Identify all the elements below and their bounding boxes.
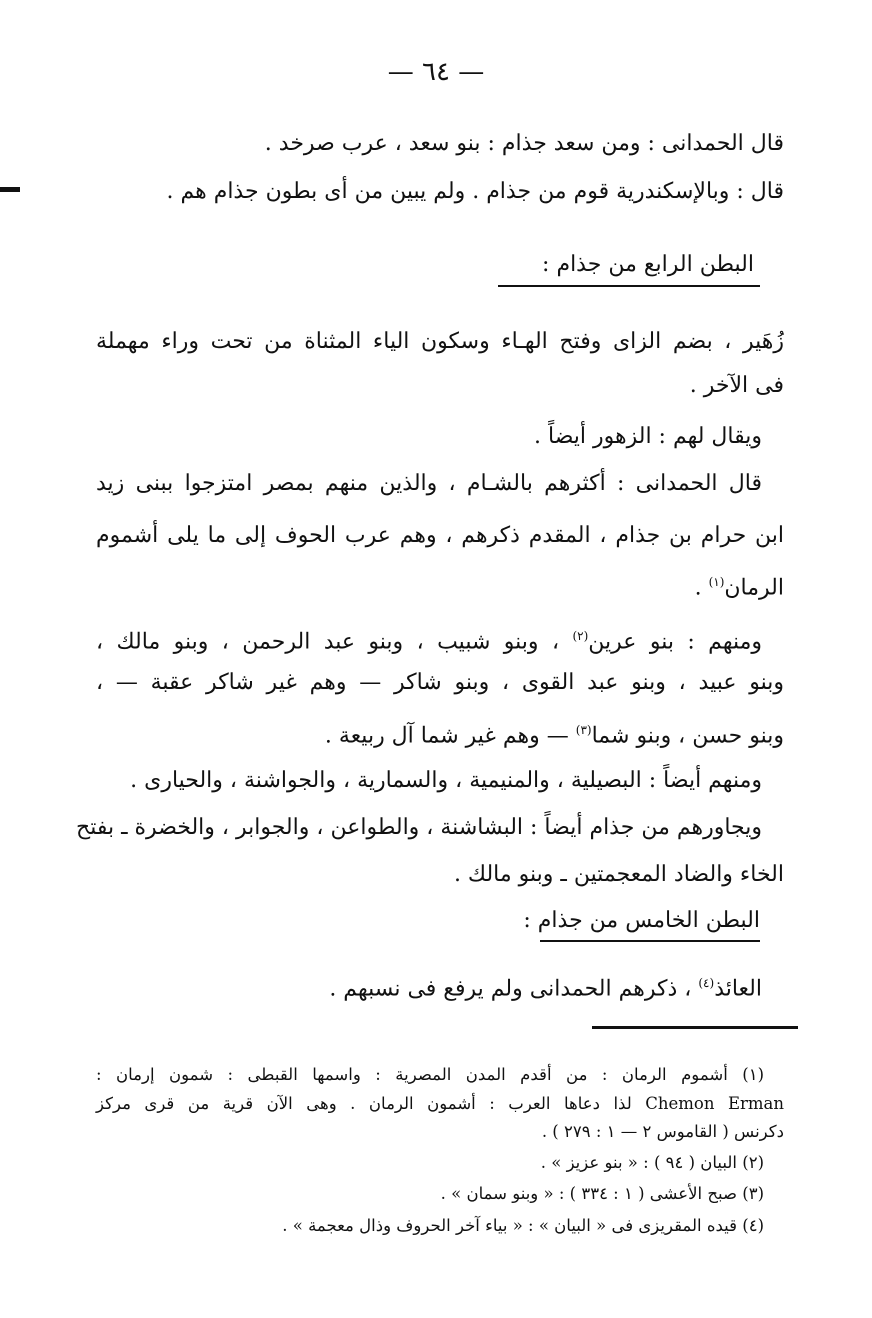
- footnote-ref-3: (٣): [575, 723, 592, 737]
- tribes-line: ومنهم أيضاً : البصيلية ، والمنيمية ، والسمارية ، والجواشنة ، والحيارى .: [130, 768, 762, 793]
- scan-edge-mark: [0, 187, 20, 192]
- footnote-2: (٢) البيان ( ٩٤ ) : « بنو عزيز » .: [540, 1153, 764, 1172]
- section-5-heading-underline: [540, 940, 760, 942]
- intro-line-1: قال الحمدانى : ومن سعد جذام : بنو سعد ، عرب صرخد .: [264, 131, 784, 156]
- footnote-ref-1: (١): [708, 575, 725, 589]
- footnote-ref-2: (٢): [572, 629, 589, 643]
- hamdani-para-line-3: الرمان$^{(١)}$ .: [694, 575, 784, 601]
- footnote-ref-4: (٤): [698, 976, 715, 990]
- section-4-heading: البطن الرابع من جذام :: [542, 252, 754, 277]
- neighbors-line-2: الخاء والضاد المعجمتين ـ وبنو مالك .: [453, 862, 784, 887]
- section-4-heading-underline: [498, 285, 760, 287]
- footnote-3: (٣) صبح الأعشى ( ١ : ٣٣٤ ) : « وبنو سمان » .: [440, 1184, 764, 1203]
- zuhayr-para-line-1: زُهَير ، بضم الزاى وفتح الهـاء وسكون الياء المثناة من تحت وراء مهملة: [96, 329, 784, 354]
- footnote-1-line-3: دكرنس ( القاموس ٢ — ١ : ٢٧٩ ) .: [541, 1122, 784, 1141]
- hamdani-para-line-1: قال الحمدانى : أكثرهم بالشـام ، والذين منهم بمصر امتزجوا ببنى زيد: [96, 471, 762, 496]
- clans-line-2: وبنو عبيد ، وبنو عبد القوى ، وبنو شاكر — وهم غير شاكر عقبة — ،: [96, 670, 784, 695]
- clans-line-3: وبنو حسن ، وبنو شما$^{(٣)}$ — وهم غير شما آل ربيعة .: [324, 723, 784, 749]
- footnote-4: (٤) قيده المقريزى فى « البيان » : « بياء آخر الحروف وذال معجمة » .: [282, 1216, 764, 1235]
- section-5-heading: البطن الخامس من جذام :: [523, 908, 760, 933]
- page-number: — ٦٤ —: [387, 57, 485, 87]
- footnote-1-line-1: (١) أشموم الرمان : من أقدم المدن المصرية : واسمها القبطى : شمون إرمان :: [96, 1065, 764, 1084]
- clans-line-1: ومنهم : بنو عرين$^{(٢)}$ ، وبنو شبيب ، وبنو عبد الرحمن ، وبنو مالك ،: [96, 629, 763, 655]
- hamdani-para-line-2: ابن حرام بن جذام ، المقدم ذكرهم ، وهم عرب الحوف إلى ما يلى أشموم: [96, 523, 784, 548]
- neighbors-line-1: ويجاورهم من جذام أيضاً : البشاشنة ، والطواعن ، والجوابر ، والخضرة ـ بفتح: [76, 815, 762, 840]
- intro-line-2: قال : وبالإسكندرية قوم من جذام . ولم يبين من أى بطون جذام هم .: [166, 179, 784, 204]
- footnote-1-line-2: Chemon Erman لذا دعاها العرب : أشمون الرمان . وهى الآن قرية من قرى مركز: [96, 1094, 785, 1113]
- zuhayr-para-line-2: فى الآخر .: [689, 373, 784, 398]
- footnote-separator: [592, 1026, 798, 1029]
- zuhur-line: ويقال لهم : الزهور أيضاً .: [534, 424, 762, 449]
- aidh-line: العائذ$^{(٤)}$ ، ذكرهم الحمدانى ولم يرفع فى نسبهم .: [329, 976, 762, 1002]
